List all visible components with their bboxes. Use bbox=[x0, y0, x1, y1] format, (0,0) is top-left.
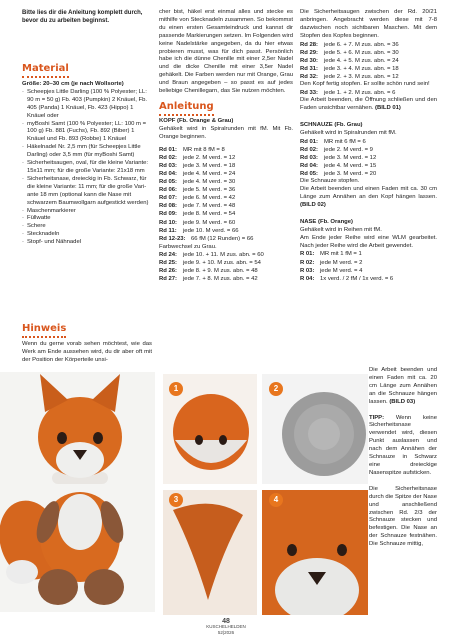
material-item: · Schere bbox=[22, 223, 152, 231]
row-label: Rd 02: bbox=[300, 146, 319, 153]
hinweis-section bbox=[22, 318, 152, 365]
hinweis-text: Wenn du gerne vorab sehen möchtest, wie das Werk am Ende aussehen wird, du dir aber oft mit der Position der Körperteile unsi- bbox=[22, 341, 152, 363]
page-number: 48 bbox=[222, 617, 230, 625]
row-instruction bbox=[300, 259, 437, 267]
fox-amigurumi-image bbox=[0, 372, 155, 612]
schnauze-intro: Gehäkelt wird in Spiralrunden mit fM. bbox=[300, 129, 397, 136]
row-label: Rd 08: bbox=[159, 203, 178, 210]
tipp-body: Wenn keine Sicherheitsnase verwendet wird, diesen Punkt auslassen und nach dem Annähen der Schnauze in Schwarz eine dreieckige Nasenspitze aufsticken. bbox=[369, 414, 437, 476]
kopf-end-body: Die Arbeit beenden, die Öffnung schließen und den Faden unsichtbar vernähen. bbox=[300, 97, 437, 111]
row-text: jede 3. M verd. = 18 bbox=[183, 162, 236, 169]
nase-intro: Gehäkelt wird in Reihen mit fM. bbox=[300, 226, 382, 233]
kopf-rows-2 bbox=[300, 41, 437, 81]
row-instruction bbox=[300, 57, 437, 65]
row-instruction bbox=[159, 219, 293, 227]
schnauze-end-text bbox=[300, 186, 437, 210]
row-label: R 03: bbox=[300, 267, 315, 274]
row-label: Rd 02: bbox=[159, 154, 178, 161]
row-instruction bbox=[300, 41, 437, 49]
issue-number: 52|2026 bbox=[217, 629, 235, 635]
fox-photo bbox=[0, 372, 155, 612]
row-label: R 01: bbox=[300, 251, 315, 258]
row-text: jede 4. M verd. = 24 bbox=[183, 170, 236, 177]
row-label: Rd 28: bbox=[300, 41, 319, 48]
row-instruction bbox=[159, 235, 293, 243]
row-label: Rd 09: bbox=[159, 211, 178, 218]
row-instruction bbox=[159, 267, 293, 275]
row-instruction bbox=[159, 202, 293, 210]
row-instruction bbox=[300, 89, 437, 97]
row-label: Rd 29: bbox=[300, 49, 319, 56]
nase-text: Am Ende jeder Reihe wird eine WLM gearbeitet. Nach jeder Reihe wird die Arbeit gewendet. bbox=[300, 234, 437, 249]
row-text: jede 10. + 11. M zus. abn. = 60 bbox=[183, 251, 264, 258]
schnauze-title: SCHNAUZE (Fb. Grau) bbox=[300, 121, 363, 128]
row-text: jede 4. M verd. = 15 bbox=[324, 163, 377, 169]
row-instruction bbox=[159, 154, 293, 162]
row-text: MR mit 8 fM = 8 bbox=[183, 146, 225, 153]
row-instruction bbox=[300, 138, 437, 146]
material-item: · Füllwatte bbox=[22, 215, 152, 223]
row-text: jede 5. M verd. = 36 bbox=[183, 187, 236, 194]
row-instruction bbox=[159, 259, 293, 267]
nase-rows bbox=[300, 250, 437, 282]
row-text: jede 3. M verd. = 20 bbox=[324, 171, 377, 178]
nase-title: NASE (Fb. Orange) bbox=[300, 218, 354, 225]
kopf-rows bbox=[159, 146, 293, 284]
row-label: Rd 31: bbox=[300, 65, 319, 72]
row-text: jede 6. + 7. M zus. abn. = 36 bbox=[324, 41, 399, 48]
row-text: jede 7. M verd. = 48 bbox=[183, 203, 236, 210]
material-item: · Sicherheitsnase, dreieckig in Fb. Schwarz, für die kleine Variante: 11 mm; für die große Vari-ante 18 mm (optional kann die Nase mit schwarzem Baumwollgarn aufgestickt werden) bbox=[22, 176, 152, 208]
material-size: Größe: 20–30 cm (je nach Wollsorte) bbox=[22, 81, 124, 87]
row-text: jede 7. + 8. M zus. abn. = 42 bbox=[183, 276, 258, 283]
row-text: jede M verd. = 4 bbox=[320, 267, 363, 274]
hinweis-heading: Hinweis bbox=[22, 323, 66, 338]
row-text: MR mit 1 fM = 1 bbox=[320, 251, 362, 258]
row-label: Rd 30: bbox=[300, 57, 319, 64]
row-label: Rd 01: bbox=[159, 146, 178, 153]
row-text: jede M verd. = 2 bbox=[320, 259, 363, 266]
row-label: Rd 26: bbox=[159, 268, 178, 275]
column-3 bbox=[300, 9, 437, 283]
bild02-ref: (BILD 02) bbox=[300, 201, 326, 208]
row-instruction bbox=[159, 227, 293, 235]
row-instruction bbox=[159, 275, 293, 283]
material-item: · Stecknadeln bbox=[22, 231, 152, 239]
color-change-note: Farbwechsel zu Grau. bbox=[159, 243, 217, 250]
nase-end-body: Die Arbeit beenden und einen Faden mit ca. 20 cm Länge zum Annähen an die Schnauze hängen lassen. bbox=[369, 367, 437, 405]
row-label: Rd 01: bbox=[300, 138, 319, 145]
row-text: jede 9. + 10. M zus. abn. = 54 bbox=[183, 260, 261, 266]
row-text: jede 2. + 3. M zus. abn. = 12 bbox=[324, 74, 399, 80]
row-label: Rd 11: bbox=[159, 227, 177, 234]
material-item: · Scheepjes Little Darling (100 % Polyester; LL: 90 m = 50 g) Fb. 403 (Pumpkin) 2 Knäuel, Fb. 405 (Panda) 1 Knäuel, Fb. 423 (Hippo) 1 Knäuel oder bbox=[22, 89, 152, 121]
row-label: Rd 04: bbox=[300, 163, 319, 169]
photo-number-3: 3 bbox=[169, 493, 183, 507]
magazine-name: KUSCHELHELDEN bbox=[206, 624, 246, 629]
row-instruction bbox=[300, 49, 437, 57]
row-instruction bbox=[159, 178, 293, 186]
row-label: R 02: bbox=[300, 259, 315, 266]
kopf-end-text bbox=[300, 97, 437, 113]
step-photo-3 bbox=[163, 490, 257, 615]
row-instruction bbox=[159, 210, 293, 218]
row-text: jede 10. M verd. = 66 bbox=[183, 227, 239, 234]
row-instruction bbox=[300, 275, 437, 283]
row-label: Rd 10: bbox=[159, 219, 178, 226]
row-instruction bbox=[300, 250, 437, 258]
tipp-text bbox=[369, 415, 437, 478]
kopf-intro: Gehäkelt wird in Spiralrunden mit fM. Mit Fb. Orange beginnen. bbox=[159, 125, 293, 140]
material-section bbox=[22, 58, 152, 247]
row-instruction bbox=[159, 146, 293, 154]
row-instruction bbox=[300, 73, 437, 81]
photo-number-2: 2 bbox=[269, 382, 283, 396]
row-text: jede 9. M verd. = 60 bbox=[183, 219, 236, 226]
bild03-ref: (BILD 03) bbox=[389, 398, 416, 405]
row-label: Rd 05: bbox=[159, 179, 178, 186]
row-label: Rd 12-23: bbox=[159, 235, 186, 242]
photo-number-4: 4 bbox=[269, 493, 283, 507]
material-heading: Material bbox=[22, 63, 69, 78]
row-label: Rd 04: bbox=[159, 170, 178, 177]
row-instruction bbox=[300, 170, 437, 178]
intro-text: Bitte lies dir die Anleitung komplett durch, bevor du zu arbeiten beginnst. bbox=[22, 10, 143, 24]
step-photo-4 bbox=[262, 490, 368, 615]
row-text: jede 3. + 4. M zus. abn. = 18 bbox=[324, 65, 399, 72]
row-label: R 04: bbox=[300, 275, 315, 282]
row-text: jede 5. + 6. M zus. abn. = 30 bbox=[324, 49, 399, 56]
row-text: jede 1. + 2. M zus. abn. = 6 bbox=[324, 90, 396, 96]
row-text: jede 8. + 9. M zus. abn. = 48 bbox=[183, 268, 258, 275]
row-text: MR mit 6 fM = 6 bbox=[324, 138, 366, 145]
tipp-label: TIPP: bbox=[369, 414, 385, 421]
row-instruction bbox=[159, 170, 293, 178]
row-instruction bbox=[159, 162, 293, 170]
nase-end-text bbox=[369, 367, 437, 407]
material-item: · Stopf- und Nähnadel bbox=[22, 239, 152, 247]
page-footer bbox=[0, 619, 452, 636]
anleitung-heading: Anleitung bbox=[159, 101, 214, 116]
nase-attach-text: Die Sicherheitsnase durch die Spitze der Nase und anschließend zwischen Rd. 2/3 der Schnauze stecken und befestigen. Die Nase an der Schnauze festnähen. Die Schnauze mittig, bbox=[369, 485, 437, 548]
row-label: Rd 05: bbox=[300, 171, 319, 178]
row-instruction bbox=[300, 146, 437, 154]
row-label: Rd 25: bbox=[159, 260, 178, 266]
row-instruction bbox=[300, 162, 437, 170]
schnauze-stopfen: Die Schnauze stopfen. bbox=[300, 178, 360, 185]
material-item: · Maschenmarkierer bbox=[22, 208, 152, 216]
row-instruction bbox=[159, 186, 293, 194]
row-label: Rd 32: bbox=[300, 74, 319, 80]
row-label: Rd 33: bbox=[300, 90, 319, 96]
row-text: jede 8. M verd. = 54 bbox=[183, 211, 236, 218]
material-item: · myBoshi Samt (100 % Polyester; LL: 100 m = 100 g) Fb. 881 (Fuchs), Fb. 892 (Biber) 1 Knäuel und Fb. 893 (Robbe) 1 Knäuel bbox=[22, 121, 152, 145]
row-text: jede 4. + 5. M zus. abn. = 24 bbox=[324, 57, 399, 64]
row-label: Rd 07: bbox=[159, 195, 178, 202]
row-text: jede 4. M verd. = 30 bbox=[183, 179, 236, 186]
row-label: Rd 03: bbox=[159, 162, 178, 169]
row-instruction bbox=[300, 267, 437, 275]
row-text: 1x verd. / 2 fM / 1x verd. = 6 bbox=[320, 275, 394, 282]
row-text: jede 2. M verd. = 12 bbox=[183, 154, 236, 161]
schnauze-end-body: Die Arbeit beenden und einen Faden mit ca. 30 cm Länge zum Annähen an den Kopf hängen lassen. bbox=[300, 186, 437, 200]
schnauze-rows bbox=[300, 138, 437, 178]
row-text: jede 6. M verd. = 42 bbox=[183, 195, 236, 202]
row-text: jede 2. M verd. = 9 bbox=[324, 146, 373, 153]
nose-image bbox=[163, 490, 257, 615]
row-label: Rd 24: bbox=[159, 251, 178, 258]
row-instruction bbox=[159, 251, 293, 259]
notes-text: cher bist, häkel erst einmal alles und stecke es mithilfe von Stecknadeln zusammen. So bekommst du einen ersten Gesamteindruck und kannst dir passende Markierungen setzen. Im Folgenden wird keine Nadelstärke angegeben, da du hier etwas probieren musst, was für dich passt. Persönlich habe ich die dünne Chenille mit einer 2,5er Nadel und die dicke Chenille mit einer 3,5er Nadel gehäkelt. Die Farben werden nur mit Orange, Grau und Braun angegeben – so passt es auf jedes beliebige Chenillegarn, das Sie nutzen möchten. bbox=[159, 9, 293, 95]
row-instruction bbox=[300, 65, 437, 73]
photo-number-1: 1 bbox=[169, 382, 183, 396]
rd33-row bbox=[300, 89, 437, 97]
row-instruction bbox=[159, 194, 293, 202]
bild01-ref: (BILD 01) bbox=[375, 105, 401, 111]
material-item: · Sicherheitsaugen, oval, für die kleine Variante: 15x11 mm; für die große Variante: 21x18 mm bbox=[22, 160, 152, 176]
row-label: Rd 27: bbox=[159, 276, 178, 283]
row-text: jede 3. M verd. = 12 bbox=[324, 154, 377, 161]
row-instruction bbox=[300, 154, 437, 162]
row-label: Rd 06: bbox=[159, 187, 178, 194]
kopf-fertig-text: Den Kopf fertig stopfen. Er sollte schön rund sein! bbox=[300, 81, 430, 88]
material-list bbox=[22, 89, 152, 247]
nase-end-block bbox=[369, 367, 437, 549]
fox-face-image bbox=[262, 490, 368, 615]
material-item: · Häkelnadel Nr. 2,5 mm (für Scheepjes Little Darling) oder 3,5 mm (für myBoshi Samt) bbox=[22, 144, 152, 160]
eyes-text: Die Sicherheitsaugen zwischen der Rd. 20/21 anbringen. Angebracht werden diese mit 7-8 dazwischen noch sichtbaren Maschen. Mit dem Stopfen des Kopfes beginnen. bbox=[300, 9, 437, 39]
row-label: Rd 03: bbox=[300, 154, 319, 161]
column-2 bbox=[159, 9, 293, 283]
kopf-title: KOPF (Fb. Orange & Grau) bbox=[159, 117, 234, 124]
row-text: 66 fM (12 Runden) = 66 bbox=[191, 235, 254, 242]
